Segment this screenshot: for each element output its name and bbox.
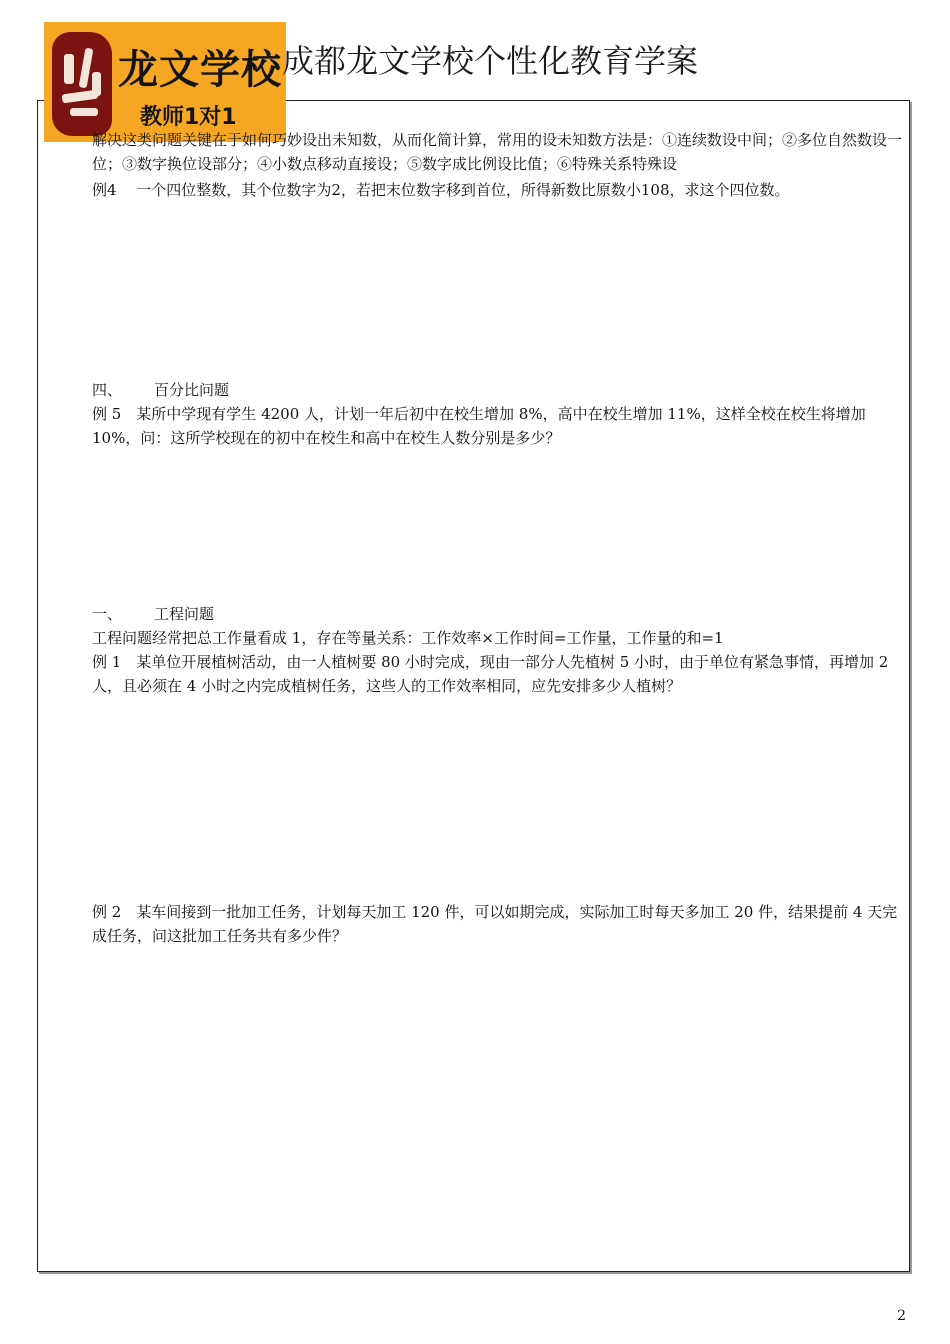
section-work-intro: 工程问题经常把总工作量看成 1，存在等量关系：工作效率×工作时间=工作量，工作量的和=1 bbox=[92, 629, 724, 647]
logo-sub-text: 教师1对1 bbox=[140, 105, 237, 130]
page-number: 2 bbox=[897, 1308, 906, 1324]
section-work bbox=[92, 602, 904, 698]
example-4: 例4 一个四位整数，其个位数字为2，若把末位数字移到首位，所得新数比原数小108，求这个四位数。 bbox=[92, 181, 790, 199]
section-number: 一、 bbox=[92, 605, 123, 623]
section-digit-intro: 解决这类问题关键在于如何巧妙设出未知数，从而化简计算，常用的设未知数方法是：①连续数设中间；②多位自然数设一位；③数字换位设部分；④小数点移动直接设；⑤数字成比例设比值；⑥特殊关系特殊设 bbox=[92, 131, 903, 173]
school-logo bbox=[44, 22, 286, 142]
example-1: 例 1 某单位开展植树活动，由一人植树要 80 小时完成，现由一部分人先植树 5 小时，由于单位有紧急事情，再增加 2 人，且必须在 4 小时之内完成植树任务，这些人的工作效率相同，应先安排多少人植树？ bbox=[92, 653, 889, 695]
section-number: 四、 bbox=[92, 381, 123, 399]
section-percent bbox=[92, 378, 904, 450]
example-2: 例 2 某车间接到一批加工任务，计划每天加工 120 件，可以如期完成，实际加工时每天多加工 20 件，结果提前 4 天完成任务，问这批加工任务共有多少件？ bbox=[92, 903, 898, 945]
section-work-heading bbox=[92, 602, 904, 626]
section-title: 百分比问题 bbox=[154, 381, 230, 399]
section-digit bbox=[92, 128, 904, 202]
example-2-block bbox=[92, 900, 904, 948]
example-5: 例 5 某所中学现有学生 4200 人，计划一年后初中在校生增加 8%，高中在校生增加 11%，这样全校在校生将增加 10%，问：这所学校现在的初中在校生和高中在校生人数分别是多少？ bbox=[92, 405, 866, 447]
section-percent-heading bbox=[92, 378, 904, 402]
seal-icon bbox=[52, 32, 112, 136]
page-title: 成都龙文学校个性化教育学案 bbox=[282, 42, 699, 80]
logo-main-text: 龙文学校 bbox=[118, 47, 282, 93]
section-title: 工程问题 bbox=[154, 605, 215, 623]
